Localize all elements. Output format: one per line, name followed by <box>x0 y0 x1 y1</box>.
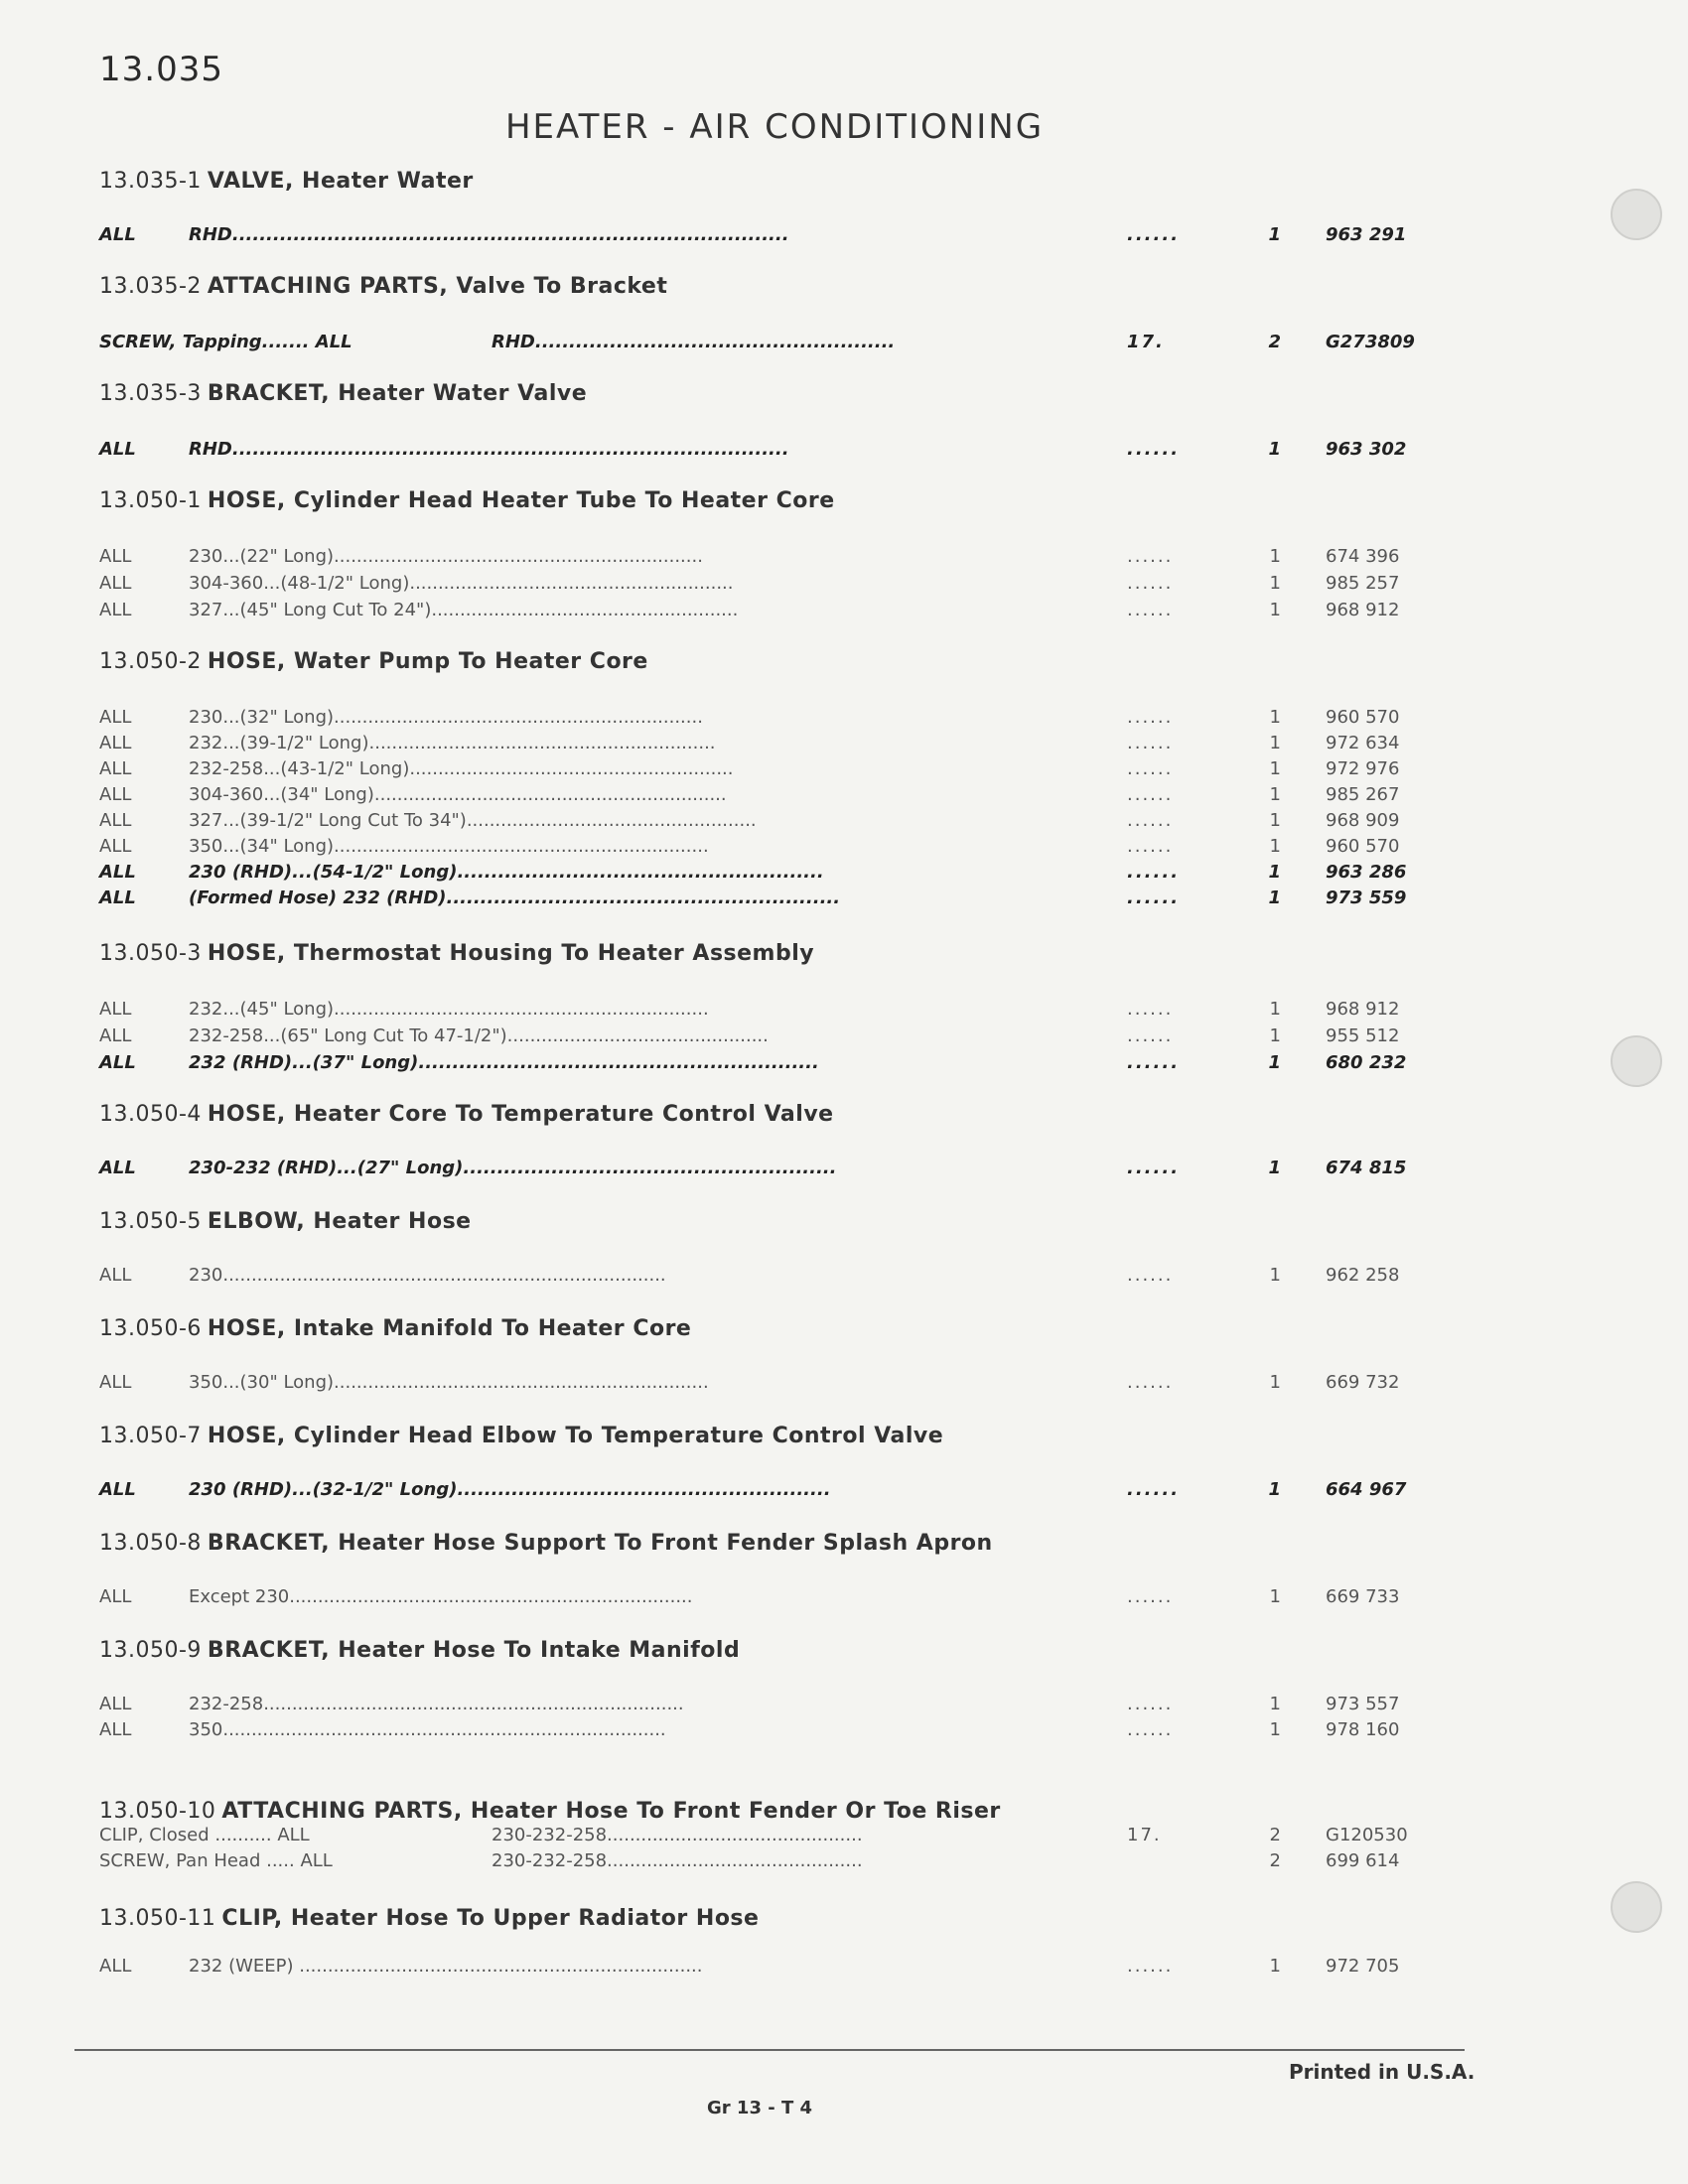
description-cell: RHD.................................................................................. <box>189 224 789 245</box>
reference-cell: ...... <box>1127 1158 1181 1178</box>
section-label: BRACKET, Heater Water Valve <box>207 381 588 406</box>
reference-cell: ...... <box>1127 707 1174 728</box>
description-cell: (Formed Hose) 232 (RHD).......................................................... <box>189 887 841 908</box>
reference-cell: ...... <box>1127 758 1174 779</box>
reference-cell: ...... <box>1127 1025 1174 1046</box>
part-row <box>99 1719 1410 1745</box>
description-cell: Except 230....................................................................... <box>189 1586 693 1607</box>
part-row <box>99 1479 1410 1505</box>
part-row <box>99 887 1410 913</box>
quantity-cell: 1 <box>1269 733 1281 753</box>
model-cell: ALL <box>99 1479 136 1500</box>
description-cell: 230 (RHD)...(32-1/2" Long)....................................................... <box>189 1479 831 1500</box>
model-cell: ALL <box>99 707 132 728</box>
section-number: 13.035-2 <box>99 274 202 299</box>
model-cell: ALL <box>99 836 132 857</box>
section-heading <box>99 1102 834 1127</box>
part-number-cell: 972 976 <box>1326 758 1400 779</box>
description-cell: 230...(22" Long)................................................................. <box>189 546 703 567</box>
quantity-cell: 1 <box>1269 707 1281 728</box>
part-row <box>99 1158 1410 1183</box>
description-cell: 232...(39-1/2" Long)............................................................. <box>189 733 716 753</box>
group-label: Gr 13 - T 4 <box>707 2098 813 2118</box>
section-label: BRACKET, Heater Hose Support To Front Fender Splash Apron <box>207 1531 993 1556</box>
part-number-cell: 963 286 <box>1326 862 1407 883</box>
description-cell: 350.............................................................................. <box>189 1719 666 1740</box>
page-title: HEATER - AIR CONDITIONING <box>504 107 1045 147</box>
section-number: 13.035-1 <box>99 169 202 194</box>
part-row <box>99 439 1410 465</box>
section-number: 13.050-8 <box>99 1531 202 1556</box>
reference-cell: ...... <box>1127 733 1174 753</box>
part-number-cell: 960 570 <box>1326 836 1400 857</box>
binder-hole-top <box>1611 189 1662 240</box>
model-cell: ALL <box>99 784 132 805</box>
part-number-cell: 963 291 <box>1326 224 1407 245</box>
part-row <box>99 758 1410 784</box>
reference-cell: 17. <box>1127 1825 1162 1845</box>
section-number: 13.050-10 <box>99 1799 216 1824</box>
part-row <box>99 600 1410 625</box>
model-cell: ALL <box>99 1694 132 1714</box>
part-row <box>99 1694 1410 1719</box>
section-label: HOSE, Thermostat Housing To Heater Assembly <box>207 941 815 966</box>
quantity-cell: 1 <box>1269 999 1281 1020</box>
description-cell: 232 (RHD)...(37" Long)........................................................... <box>189 1052 819 1073</box>
part-number-cell: G273809 <box>1326 332 1415 352</box>
description-cell: 230-232-258............................................. <box>492 1825 863 1845</box>
reference-cell: ...... <box>1127 810 1174 831</box>
section-number: 13.050-6 <box>99 1316 202 1341</box>
model-cell: SCREW, Pan Head ..... ALL <box>99 1850 333 1871</box>
reference-cell: ...... <box>1127 573 1174 594</box>
quantity-cell: 2 <box>1269 1850 1281 1871</box>
part-number-cell: 968 912 <box>1326 999 1400 1020</box>
reference-cell: ...... <box>1127 546 1174 567</box>
part-row <box>99 546 1410 572</box>
reference-cell: ...... <box>1127 1265 1174 1286</box>
reference-cell: ...... <box>1127 600 1174 620</box>
model-cell: ALL <box>99 810 132 831</box>
reference-cell: ...... <box>1127 1956 1174 1977</box>
section-heading <box>99 1799 1001 1824</box>
quantity-cell: 1 <box>1268 439 1281 460</box>
part-number-cell: 955 512 <box>1326 1025 1400 1046</box>
model-cell: ALL <box>99 546 132 567</box>
part-row <box>99 836 1410 862</box>
quantity-cell: 1 <box>1269 810 1281 831</box>
part-row <box>99 1956 1410 1981</box>
part-row <box>99 1052 1410 1078</box>
reference-cell: ...... <box>1127 784 1174 805</box>
part-number-cell: 978 160 <box>1326 1719 1400 1740</box>
part-number-cell: 972 705 <box>1326 1956 1400 1977</box>
section-number: 13.050-5 <box>99 1209 202 1234</box>
description-cell: 230 (RHD)...(54-1/2" Long)...................................................... <box>189 862 824 883</box>
description-cell: RHD.................................................................................. <box>189 439 789 460</box>
quantity-cell: 1 <box>1269 1694 1281 1714</box>
reference-cell: 17. <box>1127 332 1165 352</box>
section-number: 13.050-4 <box>99 1102 202 1127</box>
binder-hole-bottom <box>1611 1881 1662 1933</box>
part-row <box>99 999 1410 1024</box>
description-cell: 232-258...(43-1/2" Long)......................................................... <box>189 758 734 779</box>
footer-divider <box>74 2049 1465 2051</box>
quantity-cell: 1 <box>1269 1025 1281 1046</box>
quantity-cell: 1 <box>1268 224 1281 245</box>
part-row <box>99 784 1410 810</box>
part-row <box>99 862 1410 887</box>
model-cell: ALL <box>99 1586 132 1607</box>
part-number-cell: 669 733 <box>1326 1586 1400 1607</box>
description-cell: 232-258...(65" Long Cut To 47-1/2").............................................. <box>189 1025 769 1046</box>
section-number: 13.050-1 <box>99 488 202 513</box>
reference-cell: ...... <box>1127 887 1181 908</box>
description-cell: 304-360...(34" Long).............................................................. <box>189 784 727 805</box>
quantity-cell: 1 <box>1269 1265 1281 1286</box>
section-number: 13.050-3 <box>99 941 202 966</box>
model-cell: ALL <box>99 600 132 620</box>
part-row <box>99 1372 1410 1398</box>
quantity-cell: 1 <box>1268 1479 1281 1500</box>
section-heading <box>99 649 648 674</box>
quantity-cell: 1 <box>1268 887 1281 908</box>
section-label: HOSE, Heater Core To Temperature Control Valve <box>207 1102 834 1127</box>
reference-cell: ...... <box>1127 1052 1181 1073</box>
part-row <box>99 573 1410 599</box>
quantity-cell: 2 <box>1268 332 1281 352</box>
section-number: 13.050-2 <box>99 649 202 674</box>
section-number: 13.050-9 <box>99 1638 202 1663</box>
quantity-cell: 1 <box>1269 1956 1281 1977</box>
part-row <box>99 1825 1410 1850</box>
quantity-cell: 1 <box>1269 573 1281 594</box>
quantity-cell: 2 <box>1269 1825 1281 1845</box>
reference-cell: ...... <box>1127 999 1174 1020</box>
reference-cell: ...... <box>1127 224 1181 245</box>
part-row <box>99 224 1410 250</box>
section-heading <box>99 1209 472 1234</box>
binder-hole-middle <box>1611 1035 1662 1087</box>
description-cell: 232...(45" Long).................................................................. <box>189 999 709 1020</box>
reference-cell: ...... <box>1127 836 1174 857</box>
reference-cell: ...... <box>1127 1372 1174 1393</box>
section-label: ATTACHING PARTS, Valve To Bracket <box>207 274 668 299</box>
quantity-cell: 1 <box>1269 836 1281 857</box>
section-heading <box>99 1531 993 1556</box>
model-cell: ALL <box>99 439 136 460</box>
quantity-cell: 1 <box>1268 1158 1281 1178</box>
section-heading <box>99 1906 759 1931</box>
model-cell: ALL <box>99 758 132 779</box>
quantity-cell: 1 <box>1269 1372 1281 1393</box>
section-heading <box>99 169 474 194</box>
part-number-cell: 699 614 <box>1326 1850 1400 1871</box>
reference-cell: ...... <box>1127 1479 1181 1500</box>
model-cell: ALL <box>99 862 136 883</box>
page-number: 13.035 <box>99 50 223 89</box>
reference-cell: ...... <box>1127 862 1181 883</box>
model-cell: ALL <box>99 1372 132 1393</box>
section-label: HOSE, Cylinder Head Heater Tube To Heater Core <box>207 488 835 513</box>
part-number-cell: 963 302 <box>1326 439 1407 460</box>
part-number-cell: 973 557 <box>1326 1694 1400 1714</box>
part-number-cell: 960 570 <box>1326 707 1400 728</box>
description-cell: 232-258.......................................................................... <box>189 1694 684 1714</box>
part-number-cell: 968 909 <box>1326 810 1400 831</box>
model-cell: ALL <box>99 1265 132 1286</box>
part-number-cell: 674 815 <box>1326 1158 1407 1178</box>
part-row <box>99 1265 1410 1291</box>
quantity-cell: 1 <box>1269 600 1281 620</box>
section-label: HOSE, Cylinder Head Elbow To Temperature Control Valve <box>207 1424 944 1448</box>
model-cell: ALL <box>99 1719 132 1740</box>
model-cell: ALL <box>99 1052 136 1073</box>
section-heading <box>99 941 814 966</box>
section-heading <box>99 1638 740 1663</box>
section-number: 13.050-7 <box>99 1424 202 1448</box>
description-cell: 230.............................................................................. <box>189 1265 666 1286</box>
section-heading <box>99 1424 943 1448</box>
part-number-cell: 669 732 <box>1326 1372 1400 1393</box>
part-row <box>99 733 1410 758</box>
model-cell: SCREW, Tapping....... ALL <box>99 332 352 352</box>
part-row <box>99 1586 1410 1612</box>
printed-in-usa: Printed in U.S.A. <box>1289 2060 1476 2084</box>
description-cell: 350...(30" Long).................................................................. <box>189 1372 709 1393</box>
model-cell: ALL <box>99 887 136 908</box>
reference-cell: ...... <box>1127 439 1181 460</box>
part-number-cell: G120530 <box>1326 1825 1408 1845</box>
part-number-cell: 985 257 <box>1326 573 1400 594</box>
quantity-cell: 1 <box>1268 1052 1281 1073</box>
description-cell: 327...(45" Long Cut To 24")...................................................... <box>189 600 739 620</box>
model-cell: ALL <box>99 1158 136 1178</box>
description-cell: RHD..................................................... <box>492 332 896 352</box>
part-number-cell: 680 232 <box>1326 1052 1407 1073</box>
reference-cell: ...... <box>1127 1719 1174 1740</box>
description-cell: 230...(32" Long)................................................................. <box>189 707 703 728</box>
section-number: 13.035-3 <box>99 381 202 406</box>
section-label: ATTACHING PARTS, Heater Hose To Front Fender Or Toe Riser <box>221 1799 1001 1824</box>
part-number-cell: 962 258 <box>1326 1265 1400 1286</box>
section-label: VALVE, Heater Water <box>207 169 474 194</box>
quantity-cell: 1 <box>1268 862 1281 883</box>
part-row <box>99 1025 1410 1051</box>
model-cell: CLIP, Closed .......... ALL <box>99 1825 310 1845</box>
description-cell: 327...(39-1/2" Long Cut To 34")................................................... <box>189 810 757 831</box>
part-number-cell: 674 396 <box>1326 546 1400 567</box>
quantity-cell: 1 <box>1269 784 1281 805</box>
description-cell: 230-232 (RHD)...(27" Long)....................................................... <box>189 1158 837 1178</box>
part-row <box>99 1850 1410 1876</box>
reference-cell: ...... <box>1127 1586 1174 1607</box>
quantity-cell: 1 <box>1269 758 1281 779</box>
section-label: ELBOW, Heater Hose <box>207 1209 472 1234</box>
description-cell: 304-360...(48-1/2" Long)......................................................... <box>189 573 734 594</box>
model-cell: ALL <box>99 1956 132 1977</box>
quantity-cell: 1 <box>1269 1586 1281 1607</box>
part-number-cell: 985 267 <box>1326 784 1400 805</box>
part-number-cell: 972 634 <box>1326 733 1400 753</box>
model-cell: ALL <box>99 733 132 753</box>
quantity-cell: 1 <box>1269 546 1281 567</box>
section-heading <box>99 381 587 406</box>
part-number-cell: 973 559 <box>1326 887 1407 908</box>
part-row <box>99 332 1415 357</box>
section-label: CLIP, Heater Hose To Upper Radiator Hose <box>221 1906 760 1931</box>
part-number-cell: 664 967 <box>1326 1479 1407 1500</box>
section-label: BRACKET, Heater Hose To Intake Manifold <box>207 1638 741 1663</box>
model-cell: ALL <box>99 573 132 594</box>
part-number-cell: 968 912 <box>1326 600 1400 620</box>
part-row <box>99 810 1410 836</box>
section-heading <box>99 1316 691 1341</box>
model-cell: ALL <box>99 224 136 245</box>
description-cell: 230-232-258............................................. <box>492 1850 863 1871</box>
model-cell: ALL <box>99 1025 132 1046</box>
section-label: HOSE, Water Pump To Heater Core <box>207 649 648 674</box>
model-cell: ALL <box>99 999 132 1020</box>
quantity-cell: 1 <box>1269 1719 1281 1740</box>
section-number: 13.050-11 <box>99 1906 216 1931</box>
reference-cell: ...... <box>1127 1694 1174 1714</box>
section-label: HOSE, Intake Manifold To Heater Core <box>207 1316 692 1341</box>
section-heading <box>99 488 835 513</box>
part-row <box>99 707 1410 733</box>
description-cell: 232 (WEEP) ....................................................................... <box>189 1956 703 1977</box>
section-heading <box>99 274 667 299</box>
description-cell: 350...(34" Long).................................................................. <box>189 836 709 857</box>
